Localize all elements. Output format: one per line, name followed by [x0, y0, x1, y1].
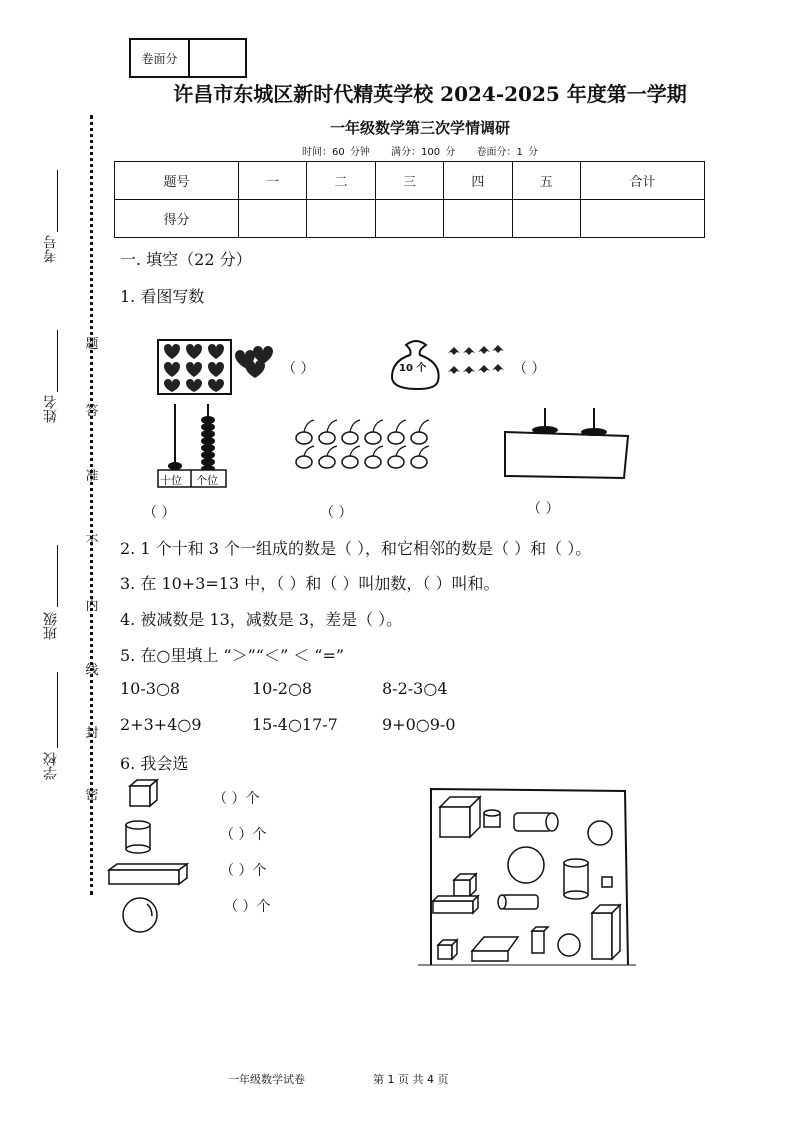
question-6-label: 6. 我会选: [120, 754, 189, 773]
footer-page-number: 第 1 页 共 4 页: [373, 1073, 449, 1086]
shape-count-sphere[interactable]: （ ）个: [224, 899, 271, 915]
seal-char: 答: [85, 404, 99, 419]
score-table-header-row: [115, 162, 705, 200]
score-table-cell: 五: [512, 162, 580, 200]
score-table-cell: 一: [238, 162, 306, 200]
neatness-score-label: 卷面分: [131, 40, 190, 76]
sidebar-field-line[interactable]: [57, 672, 58, 748]
seal-char: 题: [85, 337, 99, 352]
bag-label: 10 个: [399, 363, 427, 374]
exam-time: 时间：60 分钟: [301, 147, 370, 158]
compare-item[interactable]: 10-3○8: [120, 679, 181, 698]
score-table-cell: 合计: [580, 162, 704, 200]
score-input-cell[interactable]: [238, 200, 306, 238]
score-input-cell[interactable]: [444, 200, 512, 238]
question-3: 3. 在 10+3=13 中，（ ）和（ ）叫加数，（ ）叫和。: [120, 574, 500, 593]
score-input-cell[interactable]: [375, 200, 443, 238]
answer-blank[interactable]: （ ）: [143, 505, 176, 521]
neatness-score-box: [129, 38, 247, 78]
exam-meta: [250, 143, 590, 158]
score-table-cell: 三: [375, 162, 443, 200]
page-title: 许昌市东城区新时代精英学校 2024-2025 年度第一学期: [173, 82, 687, 106]
question-4: 4. 被减数是 13，减数是 3，差是（ ）。: [120, 610, 403, 629]
score-table-cell: 四: [444, 162, 512, 200]
exam-neat-score: 卷面分：1 分: [476, 147, 539, 158]
footer-exam-name: 一年级数学试卷: [228, 1073, 305, 1086]
compare-item[interactable]: 15-4○17-7: [252, 715, 338, 734]
answer-blank[interactable]: （ ）: [527, 501, 560, 517]
section-heading: 一. 填空（22 分）: [120, 250, 252, 269]
sidebar-field-line[interactable]: [57, 170, 58, 232]
shape-count-cuboid[interactable]: （ ）个: [220, 863, 267, 879]
answer-blank[interactable]: （ ）: [320, 505, 353, 521]
shape-count-cylinder[interactable]: （ ）个: [220, 827, 267, 843]
shape-legend-icons: [105, 776, 195, 936]
score-table-cell: 得分: [115, 200, 239, 238]
sidebar-field-line[interactable]: [57, 330, 58, 392]
sidebar-field-class: 班级: [43, 612, 59, 640]
seal-char: 准: [85, 469, 99, 484]
answer-blank[interactable]: （ ）: [282, 361, 315, 377]
compare-item[interactable]: 10-2○8: [252, 679, 313, 698]
sidebar-field-line[interactable]: [57, 545, 58, 607]
exam-full-score: 满分：100 分: [391, 147, 456, 158]
seal-char: 密: [85, 788, 99, 803]
compare-item[interactable]: 9+0○9-0: [382, 715, 456, 734]
abacus-ones-label: 个位: [196, 474, 218, 487]
score-input-cell[interactable]: [580, 200, 704, 238]
compare-item[interactable]: 2+3+4○9: [120, 715, 202, 734]
score-input-cell[interactable]: [512, 200, 580, 238]
score-table-cell: 题号: [115, 162, 239, 200]
seal-char: 线: [85, 663, 99, 678]
abacus-tens-label: 十位: [160, 474, 182, 487]
binding-dotted-line: [90, 115, 93, 895]
counting-frame-icon: [500, 404, 635, 484]
score-table-cell: 二: [307, 162, 375, 200]
seal-char: 不: [85, 534, 99, 549]
hearts-icon: [155, 335, 280, 395]
compare-item[interactable]: 8-2-3○4: [382, 679, 448, 698]
neatness-score-cell[interactable]: [190, 40, 245, 76]
question-1-label: 1. 看图写数: [120, 287, 205, 306]
score-input-cell[interactable]: [307, 200, 375, 238]
sidebar-field-exam-number: 考号: [43, 235, 59, 263]
page-subtitle: 一年级数学第三次学情调研: [329, 119, 510, 137]
score-table-score-row: [115, 200, 705, 238]
shape-count-cube[interactable]: （ ）个: [213, 791, 260, 807]
sidebar-field-name: 姓名: [43, 395, 59, 423]
answer-blank[interactable]: （ ）: [513, 361, 546, 377]
mixed-shapes-picture: [418, 785, 638, 970]
seal-char: 封: [85, 726, 99, 741]
score-table: [114, 161, 705, 238]
cherries-icon: [292, 416, 432, 472]
seal-char: 内: [85, 599, 99, 614]
question-5-label: 5. 在○里填上 “＞”“＜” ＜ “=”: [120, 646, 345, 665]
sidebar-field-school: 学校: [43, 752, 59, 780]
question-2: 2. 1 个十和 3 个一组成的数是（ ），和它相邻的数是（ ）和（ ）。: [120, 539, 592, 558]
